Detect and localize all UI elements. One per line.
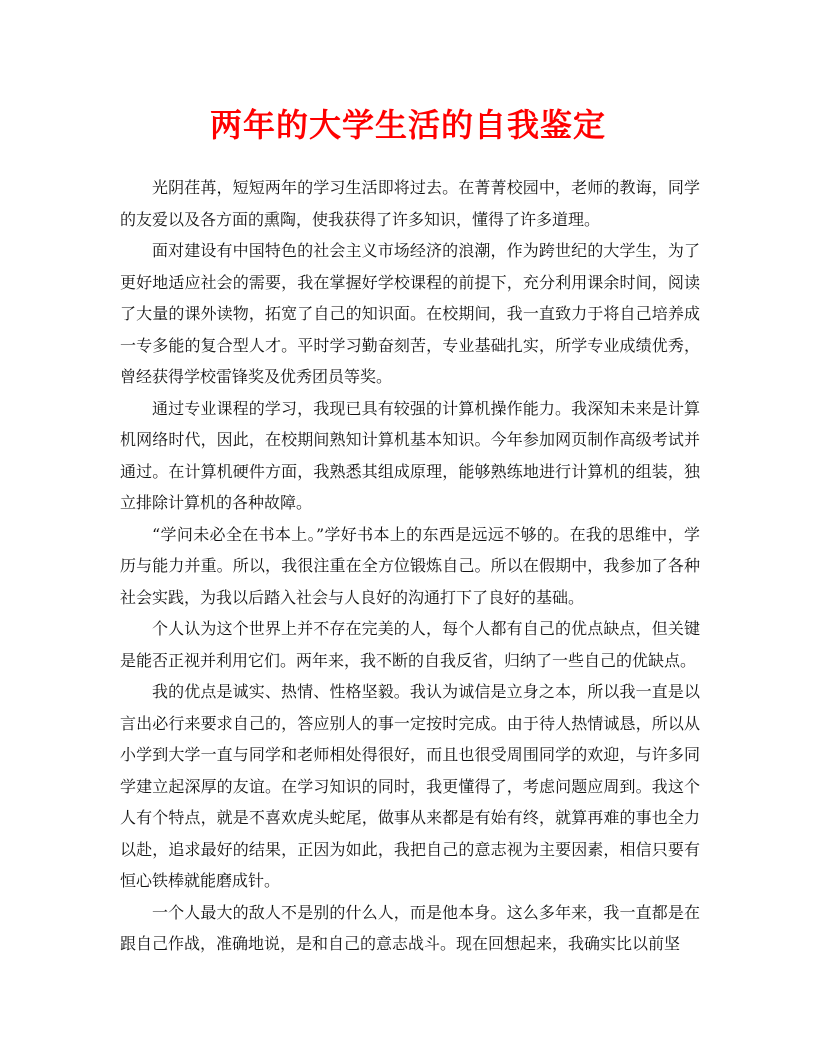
document-body (120, 172, 700, 960)
paragraph-2: 面对建设有中国特色的社会主义市场经济的浪潮，作为跨世纪的大学生，为了更好地适应社会的需要，我在掌握好学校课程的前提下，充分利用课余时间，阅读了大量的课外读物，拓宽了自己的知识面。在校期间，我一直致力于将自己培养成一专多能的复合型人才。平时学习勤奋刻苦，专业基础扎实，所学专业成绩优秀，曾经获得学校雷锋奖及优秀团员等奖。 (120, 241, 700, 386)
page-title: 两年的大学生活的自我鉴定 (209, 106, 606, 144)
paragraph-5: 个人认为这个世界上并不存在完美的人，每个人都有自己的优点缺点，但关键是能否正视并利用它们。两年来，我不断的自我反省，归纳了一些自己的优缺点。 (120, 619, 700, 670)
paragraph-4: “学问未必全在书本上。”学好书本上的东西是远远不够的。在我的思维中，学历与能力并重。所以，我很注重在全方位锻炼自己。所以在假期中，我参加了各种社会实践，为我以后踏入社会与人良好的沟通打下了良好的基础。 (120, 524, 700, 607)
paragraph-3: 通过专业课程的学习，我现已具有较强的计算机操作能力。我深知未来是计算机网络时代，因此，在校期间熟知计算机基本知识。今年参加网页制作高级考试并通过。在计算机硬件方面，我熟悉其组成原理，能够熟练地进行计算机的组装，独立排除计算机的各种故障。 (120, 398, 700, 512)
paragraph-6: 我的优点是诚实、热情、性格坚毅。我认为诚信是立身之本，所以我一直是以言出必行来要求自己的，答应别人的事一定按时完成。由于待人热情诚恳，所以从小学到大学一直与同学和老师相处得很好，而且也很受周围同学的欢迎，与许多同学建立起深厚的友谊。在学习知识的同时，我更懂得了，考虑问题应周到。我这个人有个特点，就是不喜欢虎头蛇尾，做事从来都是有始有终，就算再难的事也全力以赴，追求最好的结果，正因为如此，我把自己的意志视为主要因素，相信只要有恒心铁棒就能磨成针。 (120, 682, 700, 890)
paragraph-7: 一个人最大的敌人不是别的什么人，而是他本身。这么多年来，我一直都是在跟自己作战，准确地说，是和自己的意志战斗。现在回想起来，我确实比以前坚 (120, 902, 700, 953)
paragraph-1: 光阴荏苒，短短两年的学习生活即将过去。在菁菁校园中，老师的教诲，同学的友爱以及各方面的熏陶，使我获得了许多知识，懂得了许多道理。 (120, 178, 700, 229)
